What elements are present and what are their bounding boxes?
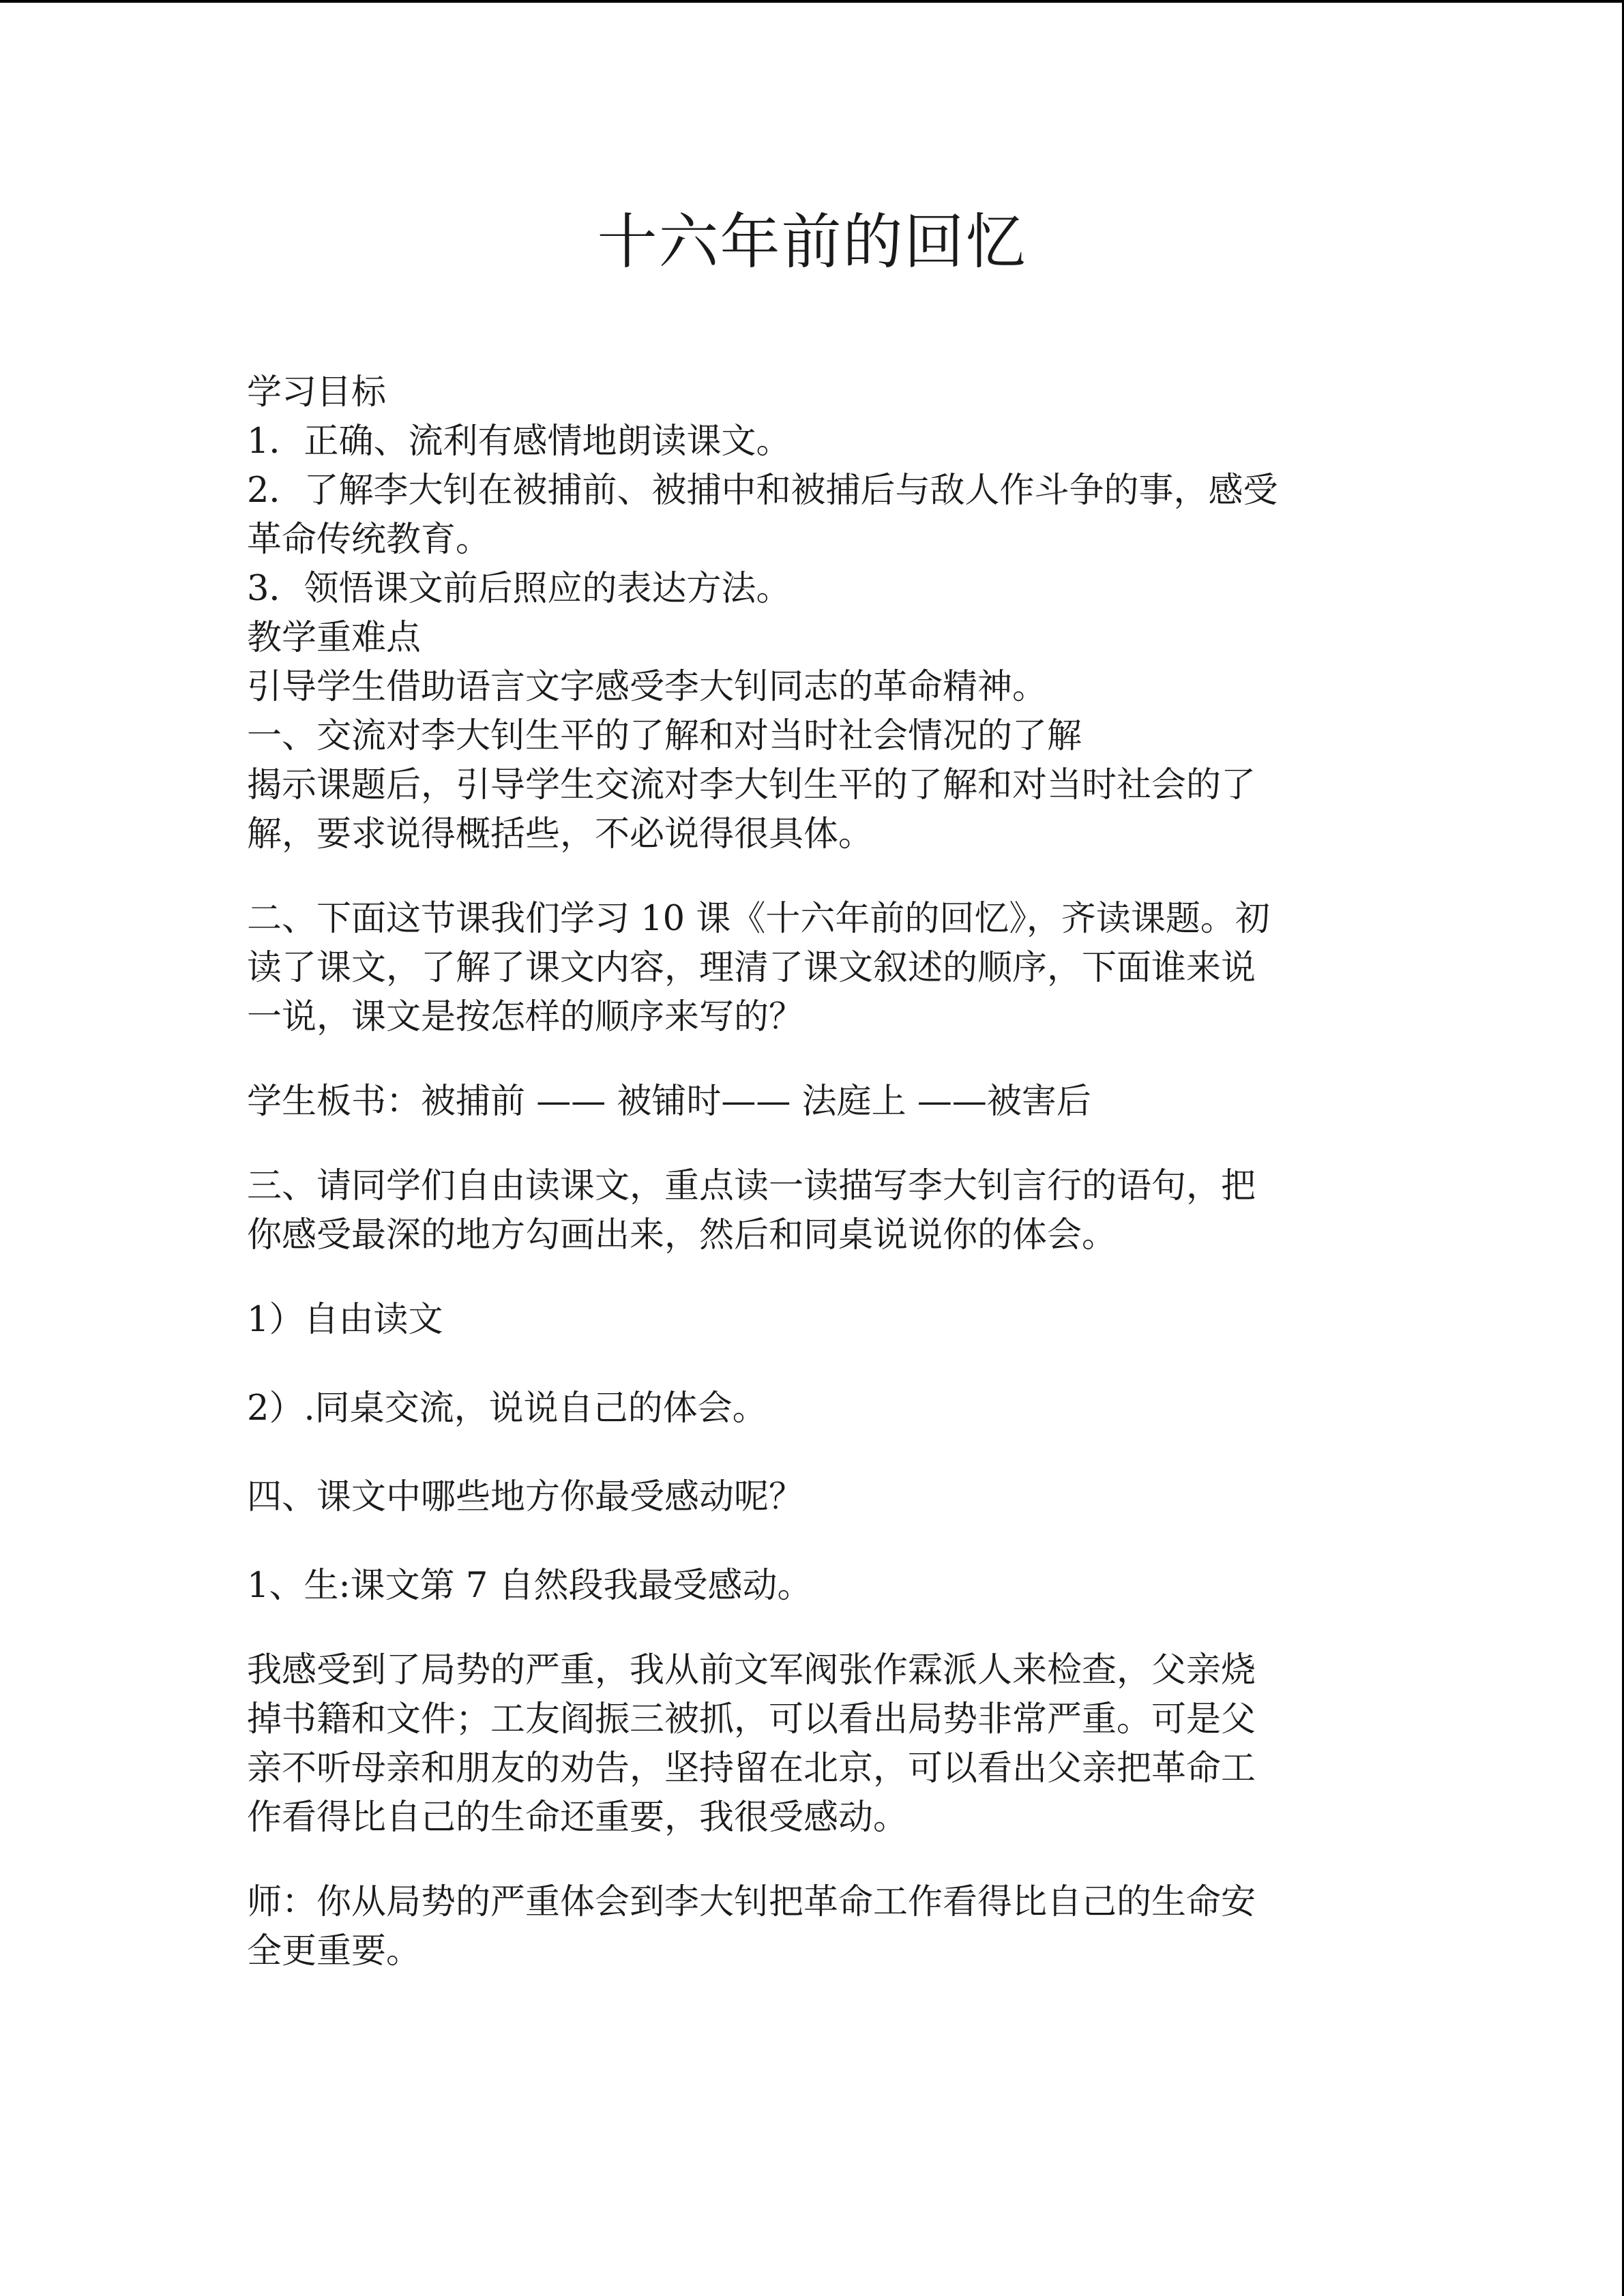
text-line: 揭示课题后，引导学生交流对李大钊生平的了解和对当时社会的了: [247, 765, 1256, 805]
text-line: 四、课文中哪些地方你最受感动呢？: [247, 1477, 804, 1517]
text-line: 革命传统教育。: [247, 520, 491, 560]
text-line: 2）.同桌交流，说说自己的体会。: [247, 1388, 767, 1429]
text-line: 一、交流对李大钊生平的了解和对当时社会情况的了解: [247, 716, 1082, 756]
paragraph-student-answer: [247, 1562, 1379, 1611]
intro-section: [247, 368, 1379, 859]
text-line: 二、下面这节课我们学习 10 课《十六年前的回忆》，齐读课题。初: [247, 899, 1270, 939]
text-line: 教学重难点: [247, 618, 422, 658]
text-line: 全更重要。: [247, 1931, 422, 1971]
text-line: 1、生:课文第 7 自然段我最受感动。: [247, 1566, 812, 1606]
text-line: 作看得比自己的生命还重要，我很受感动。: [247, 1798, 909, 1838]
paragraph-section-three: [247, 1162, 1379, 1260]
text-line: 1．正确、流利有感情地朗读课文。: [247, 421, 791, 462]
text-line: 我感受到了局势的严重，我从前文军阀张作霖派人来检查，父亲烧: [247, 1650, 1256, 1690]
document-title: 十六年前的回忆: [597, 207, 1027, 277]
text-line: 你感受最深的地方勾画出来，然后和同桌说说你的体会。: [247, 1215, 1117, 1255]
paragraph-student-feeling: [247, 1646, 1379, 1843]
text-line: 2．了解李大钊在被捕前、被捕中和被捕后与敌人作斗争的事，感受: [247, 471, 1278, 511]
text-line: 一说，课文是按怎样的顺序来写的？: [247, 997, 804, 1037]
text-line: 掉书籍和文件；工友阎振三被抓，可以看出局势非常严重。可是父: [247, 1699, 1256, 1740]
text-line: 1）自由读文: [247, 1300, 443, 1340]
paragraph-section-two: [247, 895, 1379, 1042]
text-line: 学习目标: [247, 372, 387, 413]
text-line: 3．领悟课文前后照应的表达方法。: [247, 569, 791, 609]
text-line: 三、请同学们自由读课文，重点读一读描写李大钊言行的语句，把: [247, 1166, 1256, 1206]
text-line: 引导学生借助语言文字感受李大钊同志的革命精神。: [247, 667, 1048, 707]
document-page: [247, 198, 1379, 1976]
paragraph-section-four: [247, 1473, 1379, 1522]
text-line: 师：你从局势的严重体会到李大钊把革命工作看得比自己的生命安: [247, 1882, 1256, 1922]
paragraph-board-notes: [247, 1077, 1379, 1127]
text-line: 解，要求说得概括些，不必说得很具体。: [247, 814, 874, 854]
paragraph-step-two: [247, 1384, 1379, 1433]
text-line: 学生板书：被捕前 —— 被铺时—— 法庭上 ——被害后: [247, 1082, 1091, 1122]
text-line: 读了课文，了解了课文内容，理清了课文叙述的顺序，下面谁来说: [247, 948, 1256, 988]
paragraph-step-one: [247, 1296, 1379, 1345]
paragraph-teacher-comment: [247, 1878, 1379, 1976]
text-line: 亲不听母亲和朋友的劝告，坚持留在北京，可以看出父亲把革命工: [247, 1748, 1256, 1789]
page-top-border: [0, 0, 1624, 3]
